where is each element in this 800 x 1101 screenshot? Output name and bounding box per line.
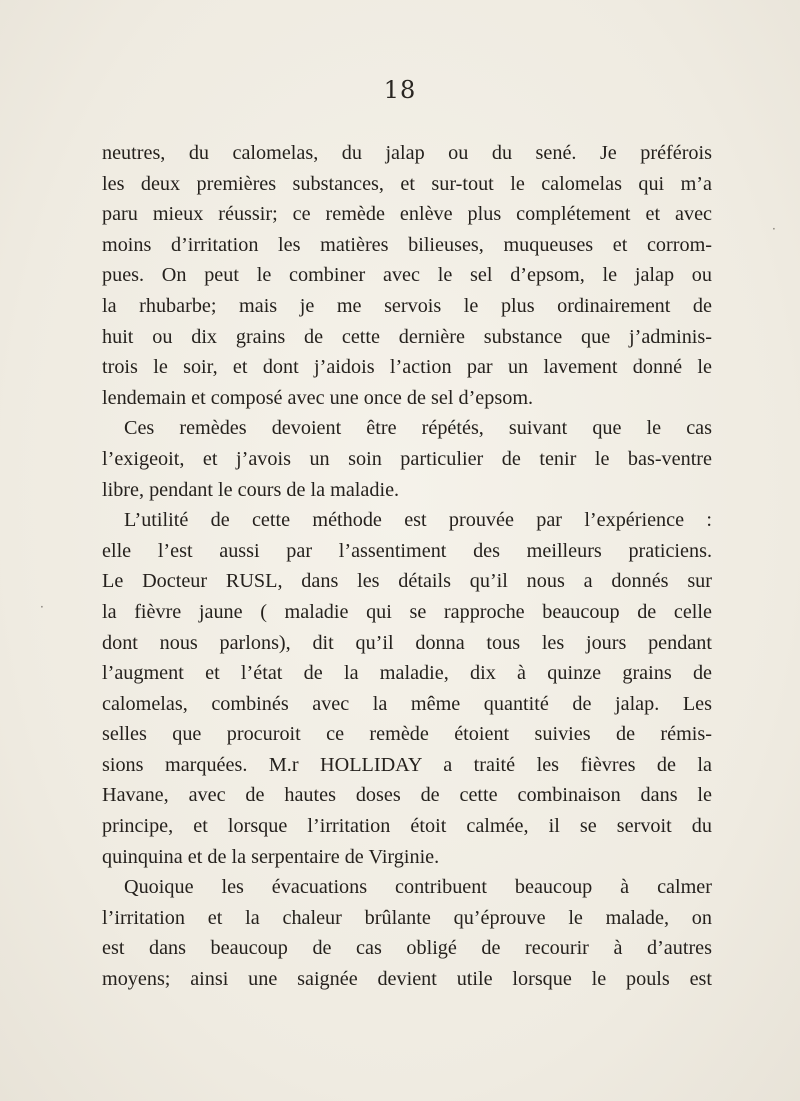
text-line: Ces remèdes devoient être répétés, suivant que le cas — [124, 417, 712, 440]
text-line: L’utilité de cette méthode est prouvée par l’expérience : — [124, 509, 712, 532]
text-line: principe, et lorsque l’irritation étoit calmée, il se servoit du — [102, 815, 712, 838]
text-line: quinquina et de la serpentaire de Virginie. — [102, 845, 440, 868]
text-line: la fièvre jaune ( maladie qui se rapproche beaucoup de celle — [102, 600, 712, 623]
text-line: trois le soir, et dont j’aidois l’action par un lavement donné le — [102, 356, 712, 379]
text-line: la rhubarbe; mais je me servois le plus ordinairement de — [102, 294, 712, 317]
text-line: Quoique les évacuations contribuent beaucoup à calmer — [124, 876, 712, 899]
text-line: dont nous parlons), dit qu’il donna tous les jours pendant — [102, 631, 712, 654]
text-line: huit ou dix grains de cette dernière substance que j’adminis- — [102, 325, 712, 348]
text-line: l’augment et l’état de la maladie, dix à quinze grains de — [102, 662, 712, 685]
text-line: selles que procuroit ce remède étoient suivies de rémis- — [102, 723, 712, 746]
text-line: moins d’irritation les matières bilieuses, muqueuses et corrom- — [102, 233, 712, 256]
text-line: pues. On peut le combiner avec le sel d’epsom, le jalap ou — [102, 264, 712, 287]
text-line: calomelas, combinés avec la même quantité de jalap. Les — [102, 692, 712, 715]
page-number: 18 — [383, 76, 417, 104]
text-line: sions marquées. M.r HOLLIDAY a traité les fièvres de la — [102, 753, 712, 776]
text-line: lendemain et composé avec une once de sel d’epsom. — [102, 386, 534, 409]
text-line: paru mieux réussir; ce remède enlève plus complétement et avec — [102, 203, 712, 226]
text-line: elle l’est aussi par l’assentiment des meilleurs praticiens. — [102, 539, 712, 562]
text-line: libre, pendant le cours de la maladie. — [102, 478, 400, 501]
text-line: Le Docteur RUSL, dans les détails qu’il nous a donnés sur — [102, 570, 712, 593]
margin-speck: · — [772, 222, 776, 236]
text-line: les deux premières substances, et sur-tout le calomelas qui m’a — [102, 172, 712, 195]
text-line: l’irritation et la chaleur brûlante qu’éprouve le malade, on — [102, 906, 712, 929]
text-line: l’exigeoit, et j’avois un soin particulier de tenir le bas-ventre — [102, 447, 712, 470]
body-text — [102, 138, 712, 995]
text-line: est dans beaucoup de cas obligé de recourir à d’autres — [102, 937, 712, 960]
text-line: moyens; ainsi une saignée devient utile lorsque le pouls est — [102, 968, 712, 991]
text-line: Havane, avec de hautes doses de cette combinaison dans le — [102, 784, 712, 807]
margin-speck: · — [40, 600, 44, 614]
text-line: neutres, du calomelas, du jalap ou du sené. Je préférois — [102, 142, 712, 164]
